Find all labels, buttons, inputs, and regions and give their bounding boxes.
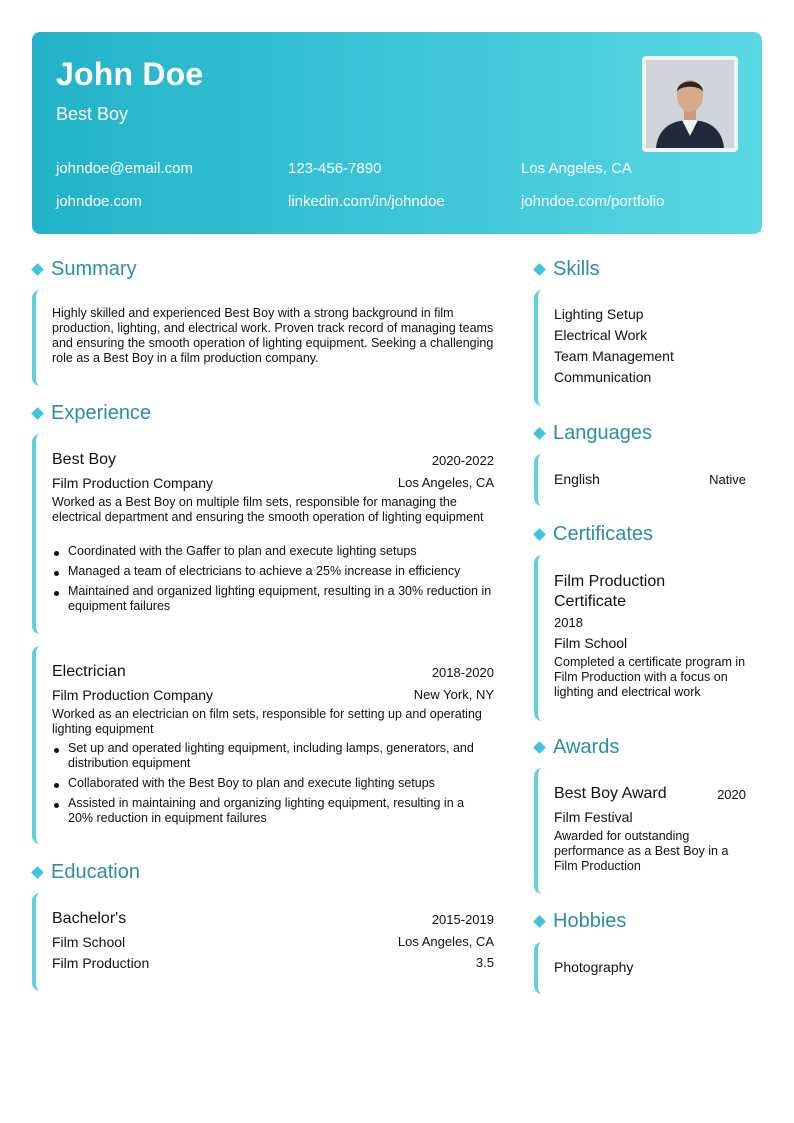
education-item — [32, 893, 494, 991]
job-bullet: Maintained and organized lighting equipment, resulting in a 30% reduction in equipment failures — [52, 584, 492, 614]
diamond-icon — [533, 741, 546, 754]
education-field: Film Production — [52, 955, 150, 971]
job-description: Worked as an electrician on film sets, responsible for setting up and operating lighting equipment — [52, 707, 482, 736]
diamond-icon — [533, 528, 546, 541]
job-dates: 2020-2022 — [431, 453, 494, 468]
diamond-icon — [533, 915, 546, 928]
certificate-year: 2018 — [554, 615, 583, 630]
skills-heading: Skills — [532, 258, 600, 281]
skills-block — [534, 290, 746, 406]
award-year: 2020 — [717, 787, 746, 802]
skill-item: Communication — [554, 369, 652, 385]
summary-block — [32, 290, 494, 386]
award-issuer: Film Festival — [554, 809, 633, 825]
diamond-icon — [31, 407, 44, 420]
education-gpa: 3.5 — [475, 955, 494, 970]
certificate-item — [534, 555, 746, 721]
awards-heading: Awards — [532, 736, 619, 759]
job-location: New York, NY — [413, 687, 494, 702]
language-level: Native — [709, 472, 746, 487]
contact-linkedin[interactable]: linkedin.com/in/johndoe — [288, 193, 445, 210]
job-bullet: Coordinated with the Gaffer to plan and execute lighting setups — [52, 544, 492, 559]
award-item — [534, 768, 746, 894]
certificate-issuer: Film School — [554, 635, 628, 651]
summary-heading: Summary — [30, 258, 137, 281]
contact-portfolio[interactable]: johndoe.com/portfolio — [521, 193, 665, 210]
job-bullet: Set up and operated lighting equipment, including lamps, generators, and distribution equipment — [52, 741, 492, 771]
education-dates: 2015-2019 — [431, 912, 494, 927]
diamond-icon — [533, 427, 546, 440]
experience-heading: Experience — [30, 402, 151, 425]
job-role: Electrician — [52, 663, 126, 680]
profile-photo — [642, 56, 738, 152]
education-location: Los Angeles, CA — [397, 934, 494, 949]
education-heading: Education — [30, 861, 140, 884]
contact-email[interactable]: johndoe@email.com — [56, 160, 193, 177]
job-location: Los Angeles, CA — [397, 475, 494, 490]
job-bullet: Collaborated with the Best Boy to plan and execute lighting setups — [52, 776, 492, 791]
contact-phone[interactable]: 123-456-7890 — [288, 160, 382, 177]
experience-item — [32, 434, 494, 634]
hobby-item: Photography — [554, 959, 634, 975]
job-description: Worked as a Best Boy on multiple film sets, responsible for managing the electrical department and ensuring the smooth operation of lighting equipment — [52, 495, 484, 524]
education-degree: Bachelor's — [52, 910, 127, 927]
diamond-icon — [31, 866, 44, 879]
job-bullets — [52, 741, 492, 831]
experience-item — [32, 646, 494, 844]
profile-photo-illustration — [646, 60, 734, 148]
job-bullet: Managed a team of electricians to achieve a 25% increase in efficiency — [52, 564, 492, 579]
skill-item: Team Management — [554, 348, 674, 364]
education-school: Film School — [52, 934, 126, 950]
job-bullet: Assisted in maintaining and organizing lighting equipment, resulting in a 20% reduction in equipment failures — [52, 796, 492, 826]
skill-item: Lighting Setup — [554, 306, 644, 322]
hobbies-heading: Hobbies — [532, 910, 626, 933]
award-name: Best Boy Award — [554, 785, 667, 802]
certificate-name: Film Production Certificate — [554, 573, 666, 610]
award-description: Awarded for outstanding performance as a Best Boy in a Film Production — [554, 829, 729, 873]
job-role: Best Boy — [52, 451, 117, 468]
certificate-description: Completed a certificate program in Film Production with a focus on lighting and electrical work — [554, 655, 746, 699]
candidate-name: John Doe — [56, 56, 204, 92]
diamond-icon — [533, 263, 546, 276]
contact-website[interactable]: johndoe.com — [56, 193, 142, 210]
candidate-title: Best Boy — [56, 104, 129, 124]
job-company: Film Production Company — [52, 475, 214, 491]
languages-block — [534, 454, 746, 506]
diamond-icon — [31, 263, 44, 276]
language-name: English — [554, 471, 600, 487]
resume-header — [32, 32, 762, 234]
job-bullets — [52, 544, 492, 619]
job-company: Film Production Company — [52, 687, 214, 703]
summary-text: Highly skilled and experienced Best Boy with a strong background in film production, lighting, and electrical work. Proven track record of managing teams and ensuring the smooth operation of lighting equipment. Seeking a challenging role as a Best Boy in a film production company. — [52, 306, 494, 365]
certificates-heading: Certificates — [532, 523, 653, 546]
languages-heading: Languages — [532, 422, 652, 445]
skill-item: Electrical Work — [554, 327, 648, 343]
hobbies-block — [534, 942, 746, 994]
job-dates: 2018-2020 — [431, 665, 494, 680]
contact-location: Los Angeles, CA — [521, 160, 632, 177]
